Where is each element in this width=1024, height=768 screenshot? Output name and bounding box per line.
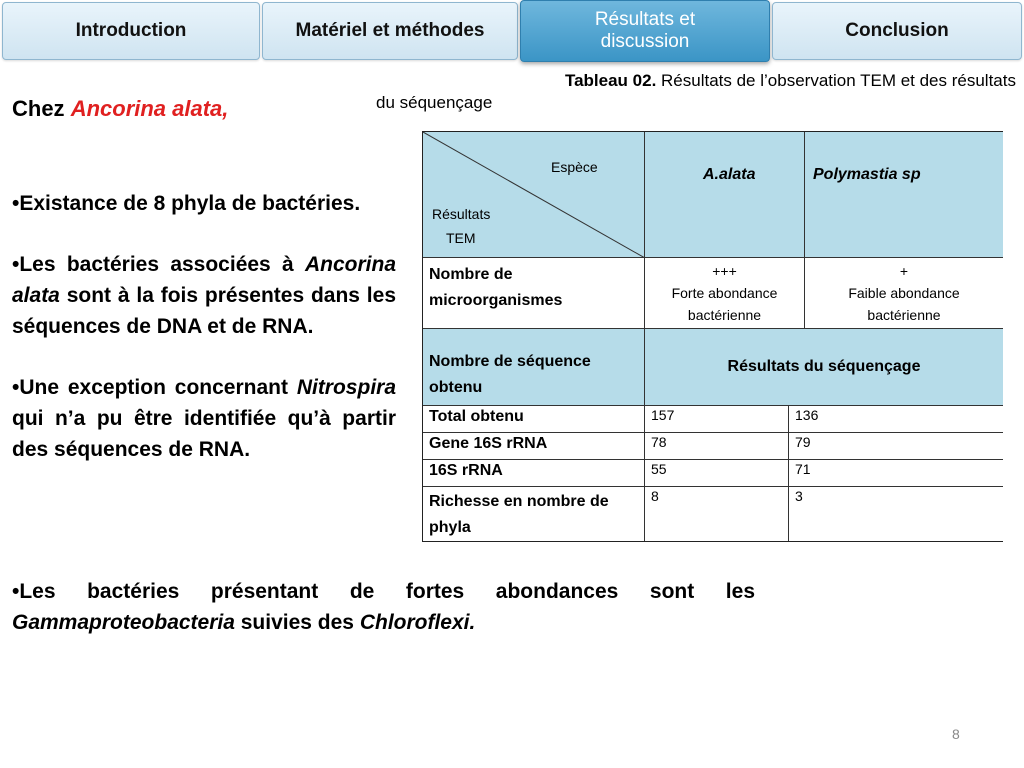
header-espece: Espèce — [551, 159, 598, 175]
caption-text-line2: du séquençage — [376, 93, 493, 112]
row-richesse-v1: 8 — [645, 487, 789, 541]
row-micro-aalata-text: Forte abondance bactérienne — [671, 285, 778, 323]
row-total-v2: 136 — [789, 406, 1003, 433]
row-micro-polymastia-symbol: + — [899, 263, 909, 279]
row-gene16s-v2: 79 — [789, 433, 1003, 460]
slide-heading — [12, 96, 228, 122]
tab-resultats-label-line2: discussion — [600, 31, 690, 52]
row-total-v1: 157 — [645, 406, 789, 433]
row-gene16s-v1: 78 — [645, 433, 789, 460]
row-16s-label: 16S rRNA — [423, 460, 645, 487]
row-richesse-v2: 3 — [789, 487, 1003, 541]
bullet-2-pre: •Les bactéries associées à — [12, 253, 305, 276]
heading-prefix: Chez — [12, 96, 71, 121]
row-micro-label: Nombre de microorganismes — [423, 258, 645, 329]
bullet-4-chloroflexi: Chloroflexi. — [359, 611, 476, 634]
bullet-3-genus: Nitrospira — [296, 376, 396, 399]
row-seq-label: Nombre de séquence obtenu — [423, 329, 645, 406]
row-micro-aalata — [645, 258, 805, 329]
bullet-4-pre: •Les bactéries présentant de fortes abondances sont les — [12, 580, 755, 603]
header-col-polymastia — [805, 132, 1003, 258]
bullet-4-mid: suivies des — [234, 611, 360, 634]
bullet-phyla-text: •Existance de 8 phyla de bactéries. — [12, 192, 361, 215]
tab-materiel-methodes-label: Matériel et méthodes — [295, 20, 485, 41]
table-caption — [376, 70, 1016, 114]
row-richesse-label: Richesse en nombre de phyla — [423, 487, 645, 541]
row-gene16s-label: Gene 16S rRNA — [423, 433, 645, 460]
row-total-label: Total obtenu — [423, 406, 645, 433]
tab-resultats-discussion[interactable] — [520, 0, 770, 62]
caption-text-line1: Résultats de l’observation TEM et des résultats — [656, 71, 1016, 90]
bullet-phyla — [12, 188, 396, 219]
tab-conclusion[interactable] — [772, 2, 1022, 60]
row-16s-v1: 55 — [645, 460, 789, 487]
tab-materiel-methodes[interactable] — [262, 2, 518, 60]
bullet-associated-bacteria — [12, 249, 396, 342]
tab-introduction[interactable] — [2, 2, 260, 60]
results-table — [422, 131, 1003, 542]
bullet-4-gammaproteobacteria: Gammaproteobacteria — [12, 611, 235, 634]
bullet-3-pre: •Une exception concernant — [12, 376, 297, 399]
header-col-aalata — [645, 132, 805, 258]
page-number: 8 — [952, 726, 960, 742]
tab-resultats-label-line1: Résultats et — [594, 9, 696, 30]
row-micro-polymastia — [805, 258, 1003, 329]
bullet-nitrospira — [12, 372, 396, 465]
header-col-polymastia-label: Polymastia sp — [813, 166, 921, 183]
row-micro-aalata-symbol: +++ — [712, 263, 737, 279]
bullet-2-post: sont à la fois présentes dans les séquences de DNA et de RNA. — [12, 284, 396, 338]
header-col-aalata-label: A.alata — [703, 166, 756, 183]
row-seq-span: Résultats du séquençage — [645, 329, 1003, 406]
bullet-list — [12, 188, 396, 495]
tab-introduction-label: Introduction — [75, 20, 187, 41]
caption-label: Tableau 02. — [564, 71, 657, 90]
header-corner-cell — [423, 132, 645, 258]
bullet-abundance — [12, 576, 755, 638]
row-micro-polymastia-text: Faible abondance bactérienne — [848, 285, 960, 323]
row-16s-v2: 71 — [789, 460, 1003, 487]
bullet-2-species: Ancorina alata — [12, 253, 396, 307]
tab-conclusion-label: Conclusion — [845, 20, 949, 41]
header-tem: TEM — [446, 230, 476, 246]
header-resultats: Résultats — [432, 206, 491, 222]
heading-species: Ancorina alata, — [70, 96, 229, 121]
bullet-3-post: qui n’a pu être identifiée qu’à partir des séquences de RNA. — [12, 407, 396, 461]
section-tab-bar — [0, 0, 1024, 62]
